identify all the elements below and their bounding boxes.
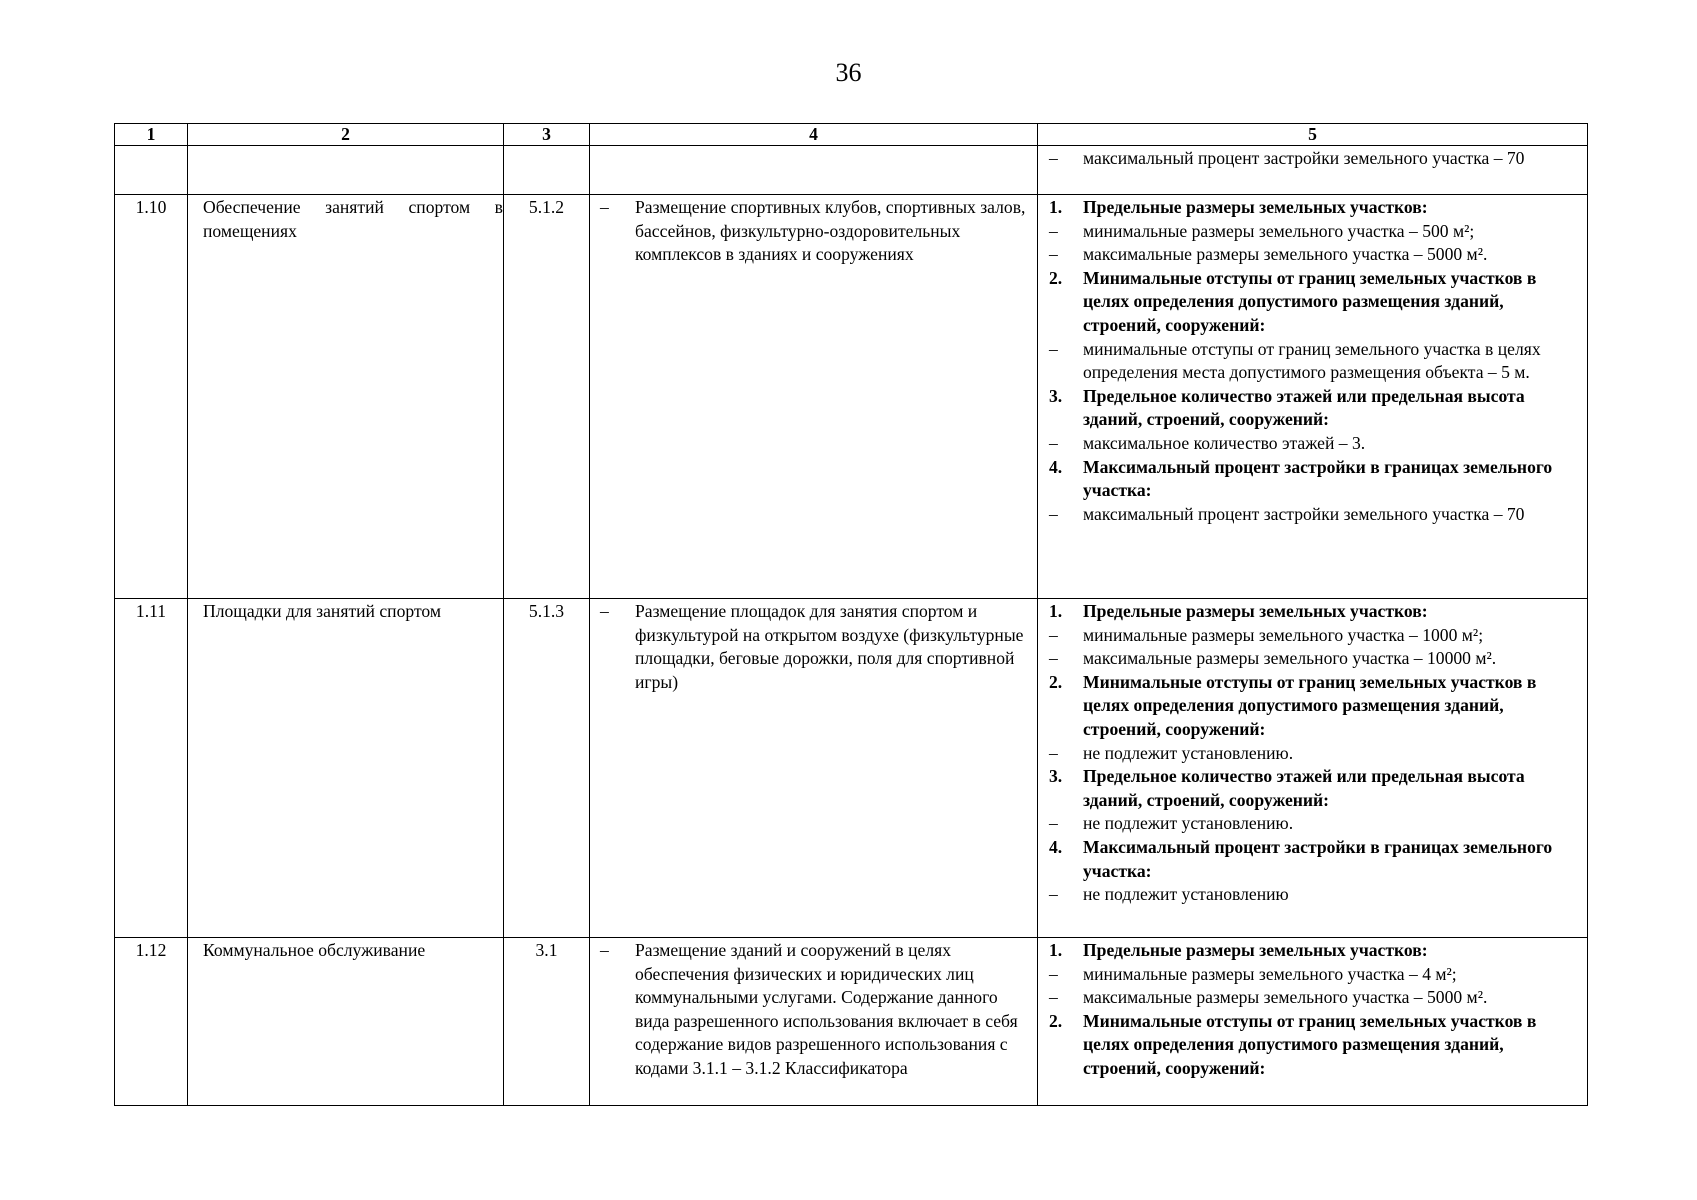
description-marker: – [600, 601, 609, 621]
param-text: минимальные размеры земельного участка – 1000 м²; [1083, 624, 1484, 645]
row-params [1038, 195, 1588, 599]
param-heading [1038, 196, 1571, 220]
param-marker: 2. [1049, 1010, 1063, 1031]
param-text: минимальные размеры земельного участка – 500 м²; [1083, 220, 1475, 241]
row-code: 5.1.3 [504, 599, 590, 938]
description-item [590, 600, 1031, 694]
param-text: максимальные размеры земельного участка – 5000 м². [1083, 987, 1488, 1008]
param-item [1038, 432, 1571, 456]
regulations-table [114, 123, 1588, 1106]
param-text: Минимальные отступы от границ земельных участков в целях определения допустимого размещения зданий, строений, сооружений: [1083, 671, 1537, 739]
param-marker: – [1049, 987, 1058, 1008]
header-col-4: 4 [590, 124, 1038, 146]
param-heading [1038, 939, 1571, 963]
param-heading [1038, 267, 1571, 338]
param-marker: – [1049, 963, 1058, 984]
table-row [115, 599, 1588, 938]
param-item [1038, 647, 1571, 671]
param-heading [1038, 456, 1571, 503]
description-item [590, 196, 1031, 267]
param-marker: 3. [1049, 766, 1063, 787]
continuation-params [1038, 146, 1588, 195]
row-params [1038, 599, 1588, 938]
param-item [1038, 986, 1571, 1010]
param-heading [1038, 765, 1571, 812]
param-marker: – [1049, 148, 1058, 168]
param-text: максимальные размеры земельного участка – 10000 м². [1083, 648, 1497, 669]
param-text: максимальный процент застройки земельного участка – 70 [1083, 148, 1525, 168]
param-text: Предельные размеры земельных участков: [1083, 940, 1428, 960]
param-heading [1038, 385, 1571, 432]
row-code: 5.1.2 [504, 195, 590, 599]
param-marker: – [1049, 624, 1058, 645]
header-col-3: 3 [504, 124, 590, 146]
param-marker: 2. [1049, 671, 1063, 692]
cell-empty [590, 146, 1038, 195]
param-marker: – [1049, 648, 1058, 669]
param-text: Максимальный процент застройки в границах земельного участка: [1083, 836, 1553, 881]
param-text: Предельное количество этажей или предельная высота зданий, строений, сооружений: [1083, 766, 1525, 810]
cell-empty [504, 146, 590, 195]
param-heading [1038, 671, 1571, 742]
param-text: Предельные размеры земельных участков: [1083, 601, 1428, 621]
param-marker: – [1049, 884, 1058, 905]
row-number: 1.10 [115, 195, 188, 599]
param-item [1038, 220, 1571, 244]
param-text: максимальный процент застройки земельного участка – 70 [1083, 503, 1525, 524]
param-item [1038, 147, 1571, 171]
param-marker: 3. [1049, 385, 1063, 406]
description-item [590, 939, 1031, 1081]
row-name: Коммунальное обслуживание [188, 938, 504, 1106]
param-marker: – [1049, 503, 1058, 524]
continuation-row [115, 146, 1588, 195]
row-params [1038, 938, 1588, 1106]
param-text: не подлежит установлению [1083, 884, 1289, 905]
param-marker: – [1049, 338, 1058, 359]
param-marker: – [1049, 432, 1058, 453]
description-text: Размещение зданий и сооружений в целях обеспечения физических и юридических лиц коммунальными услугами. Содержание данного вида разрешенного использования включает в себя содержание видов разрешенного использования с кодами 3.1.1 – 3.1.2 Классификатора [635, 940, 1018, 1078]
page-number: 36 [835, 58, 862, 87]
param-item [1038, 243, 1571, 267]
param-text: Минимальные отступы от границ земельных участков в целях определения допустимого размещения зданий, строений, сооружений: [1083, 1010, 1537, 1078]
param-marker: 4. [1049, 456, 1063, 477]
param-marker: 1. [1049, 601, 1063, 621]
param-text: не подлежит установлению. [1083, 813, 1294, 834]
param-marker: – [1049, 742, 1058, 763]
param-item [1038, 883, 1571, 907]
param-heading [1038, 1010, 1571, 1081]
param-text: минимальные размеры земельного участка – 4 м²; [1083, 963, 1457, 984]
param-heading [1038, 600, 1571, 624]
description-text: Размещение площадок для занятия спортом и физкультурой на открытом воздухе (физкультурные площадки, беговые дорожки, поля для спортивной игры) [635, 601, 1024, 692]
header-col-2: 2 [188, 124, 504, 146]
cell-empty [188, 146, 504, 195]
param-item [1038, 742, 1571, 766]
param-marker: – [1049, 244, 1058, 265]
param-item [1038, 963, 1571, 987]
param-marker: – [1049, 813, 1058, 834]
row-number: 1.12 [115, 938, 188, 1106]
header-row [115, 124, 1588, 146]
table-row [115, 938, 1588, 1106]
param-marker: – [1049, 220, 1058, 241]
param-marker: 2. [1049, 267, 1063, 288]
row-description [590, 195, 1038, 599]
param-text: максимальное количество этажей – 3. [1083, 432, 1366, 453]
param-item [1038, 624, 1571, 648]
row-description [590, 599, 1038, 938]
row-name: Площадки для занятий спортом [188, 599, 504, 938]
description-text: Размещение спортивных клубов, спортивных залов, бассейнов, физкультурно-оздоровительных комплексов в зданиях и сооружениях [635, 197, 1026, 265]
table-row [115, 195, 1588, 599]
param-text: Предельное количество этажей или предельная высота зданий, строений, сооружений: [1083, 385, 1525, 430]
param-item [1038, 812, 1571, 836]
param-heading [1038, 836, 1571, 883]
param-marker: 4. [1049, 836, 1063, 857]
header-col-5: 5 [1038, 124, 1588, 146]
row-number: 1.11 [115, 599, 188, 938]
param-text: минимальные отступы от границ земельного участка в целях определения места допустимого размещения объекта – 5 м. [1083, 338, 1541, 383]
param-text: Минимальные отступы от границ земельных участков в целях определения допустимого размещения зданий, строений, сооружений: [1083, 267, 1537, 335]
row-description [590, 938, 1038, 1106]
param-text: Максимальный процент застройки в границах земельного участка: [1083, 456, 1553, 501]
header-col-1: 1 [115, 124, 188, 146]
description-marker: – [600, 197, 609, 217]
description-marker: – [600, 940, 609, 960]
param-marker: 1. [1049, 197, 1063, 217]
param-item [1038, 503, 1571, 527]
row-name: Обеспечение занятий спортом в помещениях [188, 195, 504, 599]
row-code: 3.1 [504, 938, 590, 1106]
cell-empty [115, 146, 188, 195]
param-text: Предельные размеры земельных участков: [1083, 197, 1428, 217]
param-text: максимальные размеры земельного участка – 5000 м². [1083, 244, 1488, 265]
param-marker: 1. [1049, 940, 1063, 960]
param-text: не подлежит установлению. [1083, 742, 1294, 763]
param-item [1038, 338, 1571, 385]
